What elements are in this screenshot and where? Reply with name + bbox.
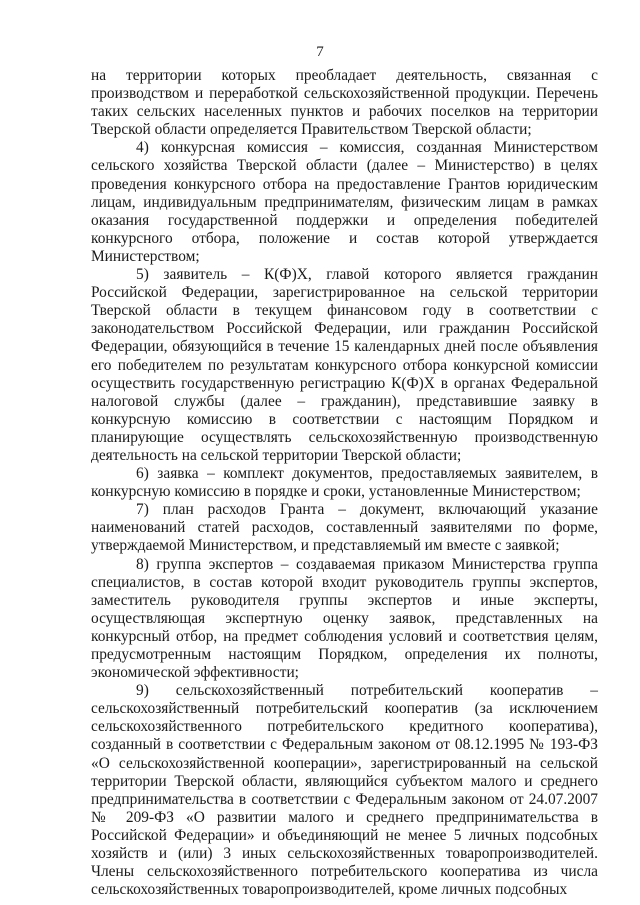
paragraph-item-5: 5) заявитель – К(Ф)Х, главой которого является гражданин Российской Федерации, зарегистрированное на сельской территории Тверской области в текущем финансовом году в соответствии с законодательством Российской Федерации, или гражданин Российской Федерации, обязующийся в течение 15 календарных дней после объявления его победителем по результатам конкурсного отбора конкурсной комиссии осуществить государственную регистрацию К(Ф)Х в органах Федеральной налоговой службы (далее – гражданин), представившие заявку в конкурсную комиссию в соответствии с настоящим Порядком и планирующие осуществлять сельскохозяйственную производственную деятельность на сельской территории Тверской области; — [91, 266, 598, 464]
paragraph-item-6: 6) заявка – комплект документов, предоставляемых заявителем, в конкурсную комиссию в порядке и сроки, установленные Министерством; — [91, 465, 598, 501]
paragraph-item-4: 4) конкурсная комиссия – комиссия, созданная Министерством сельского хозяйства Тверской области (далее – Министерство) в целях проведения конкурсного отбора на предоставление Грантов юридическим лицам, индивидуальным предпринимателям, физическим лицам в рамках оказания государственной поддержки и определения победителей конкурсного отбора, положение и состав которой утверждается Министерством; — [91, 139, 598, 265]
paragraph-item-7: 7) план расходов Гранта – документ, включающий указание наименований статей расходов, составленный заявителями по форме, утверждаемой Министерством, и представляемый им вместе с заявкой; — [91, 501, 598, 555]
paragraph-item-9: 9) сельскохозяйственный потребительский кооператив – сельскохозяйственный потребительский кооператив (за исключением сельскохозяйственного потребительского кредитного кооператива), созданный в соответствии с Федеральным законом от 08.12.1995 № 193-ФЗ «О сельскохозяйственной кооперации», зарегистрированный на сельской территории Тверской области, являющийся субъектом малого и среднего предпринимательства в соответствии с Федеральным законом от 24.07.2007 № 209-ФЗ «О развитии малого и среднего предпринимательства в Российской Федерации» и объединяющий не менее 5 личных подсобных хозяйств и (или) 3 иных сельскохозяйственных товаропроизводителей. Члены сельскохозяйственного потребительского кооператива из числа сельскохозяйственных товаропроизводителей, кроме личных подсобных — [91, 682, 598, 899]
paragraph-continuation: на территории которых преобладает деятельность, связанная с производством и переработкой сельскохозяйственной продукции. Перечень таких сельских населенных пунктов и рабочих поселков на территории Тверской области определяется Правительством Тверской области; — [91, 67, 598, 139]
page-number: 7 — [316, 44, 324, 60]
body-text — [91, 67, 598, 899]
paragraph-item-8: 8) группа экспертов – создаваемая приказом Министерства группа специалистов, в состав которой входит руководитель группы экспертов, заместитель руководителя группы экспертов и иные эксперты, осуществляющая экспертную оценку заявок, представленных на конкурсный отбор, на предмет соблюдения условий и соответствия целям, предусмотренным настоящим Порядком, определения их полноты, экономической эффективности; — [91, 555, 598, 682]
